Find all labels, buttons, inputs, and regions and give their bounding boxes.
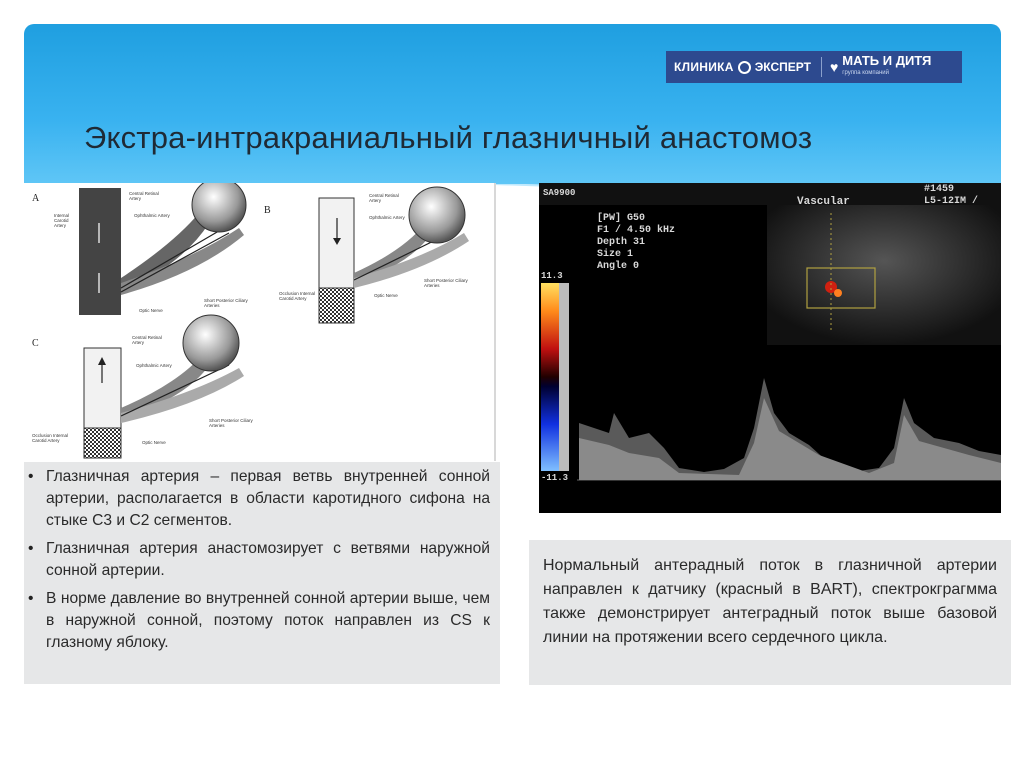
logo-brand3: МАТЬ И ДИТЯ: [842, 53, 932, 68]
label-short-posterior-c: Short Posterior Ciliary Arteries: [209, 418, 253, 428]
bullet-list: [24, 462, 500, 654]
label-optic-nerve-b: Optic Nerve: [374, 293, 398, 298]
bullet-item: • Глазничная артерия – первая ветвь внутренней сонной артерии, располагается в области каротидного сифона на стыке С3 и С2 сегментов.: [46, 466, 500, 532]
anatomy-diagram: [24, 183, 496, 461]
us-header-left: SA9900: [543, 188, 576, 198]
slide: [24, 24, 1001, 742]
us-scale-top: 11.3: [541, 271, 563, 281]
logo-brand3-sub: группа компаний: [842, 70, 889, 76]
panel-a: [79, 183, 246, 315]
logo-text-expert: ЭКСПЕРТ: [754, 60, 811, 74]
panel-label-b: B: [264, 205, 271, 216]
us-params: [597, 213, 675, 273]
us-param: F1 / 4.50 kHz: [597, 225, 676, 236]
label-internal-carotid-a: Internal Carotid Artery: [54, 213, 70, 228]
label-ophthalmic-c: Ophthalmic Artery: [136, 363, 172, 368]
bullet-item: • В норме давление во внутренней сонной артерии выше, чем в наружной сонной, поэтому поток направлен из CS к глазному яблоку.: [46, 588, 500, 654]
panel-label-a: A: [32, 193, 40, 204]
anatomy-diagram-graphic: [24, 183, 494, 461]
label-optic-nerve-c: Optic Nerve: [142, 440, 166, 445]
bullet-item: • Глазничная артерия анастомозирует с ветвями наружной сонной артерии.: [46, 538, 500, 582]
logo-divider: [821, 57, 822, 77]
brand-logo: [666, 51, 962, 83]
panel-b: [319, 187, 469, 323]
mother-child-icon: ♥: [829, 59, 839, 75]
logo-text-clinic: КЛИНИКА: [674, 60, 734, 74]
panel-label-c: C: [32, 338, 39, 349]
page-title: Экстра-интракраниальный глазничный анастомоз: [84, 120, 813, 155]
logo-text-mother-child: [842, 55, 931, 79]
header-band: [24, 24, 1001, 184]
label-short-posterior-b: Short Posterior Ciliary Arteries: [424, 278, 468, 288]
us-header-right-2: L5-12IM /: [924, 196, 979, 207]
label-ophthalmic-a: Ophthalmic Artery: [134, 213, 170, 218]
us-param: Angle 0: [597, 261, 640, 272]
caption-text: Нормальный антерадный поток в глазничной артерии направлен к датчику (красный в BART), спектрокгрaгмма также демонстрирует антеградный поток выше базовой линии на протяжении всего сердечного цикла.: [543, 557, 997, 646]
label-occlusion-c: Occlusion Internal Carotid Artery: [32, 433, 69, 443]
ultrasound-image: [539, 183, 1001, 513]
bullet-text-box: [24, 462, 500, 684]
us-param: Depth 31: [597, 237, 646, 248]
label-central-retinal-a: Central Retinal Artery: [129, 191, 159, 201]
us-scale-bottom: -11.3: [541, 473, 569, 483]
us-header-right-1: #1459: [924, 184, 955, 195]
label-central-retinal-b: Central Retinal Artery: [369, 193, 399, 203]
expert-logo-icon: [738, 61, 751, 74]
us-header-center: Vascular: [797, 196, 850, 208]
label-optic-nerve-a: Optic Nerve: [139, 308, 163, 313]
label-central-retinal-c: Central Retinal Artery: [132, 335, 162, 345]
label-ophthalmic-b: Ophthalmic Artery: [369, 215, 405, 220]
caption-box: [529, 540, 1011, 685]
us-param: Size 1: [597, 249, 634, 260]
us-param: [PW] G50: [597, 213, 646, 224]
label-occlusion-b: Occlusion Internal Carotid Artery: [279, 291, 316, 301]
label-short-posterior-a: Short Posterior Ciliary Arteries: [204, 298, 248, 308]
